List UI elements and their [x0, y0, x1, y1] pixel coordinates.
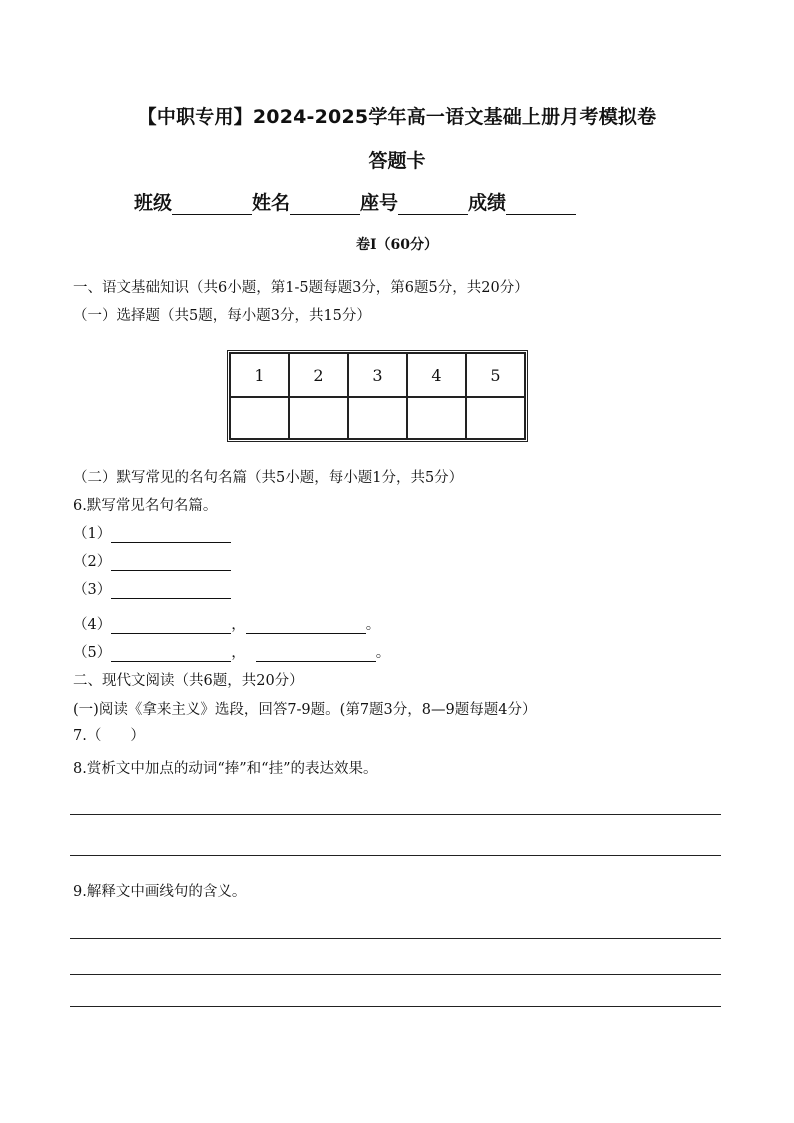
- answer-blank[interactable]: [111, 646, 231, 662]
- answer-blank[interactable]: [111, 555, 231, 571]
- period: 。: [375, 645, 391, 661]
- answer-blank[interactable]: [111, 618, 231, 634]
- choice-subheading: （一）选择题（共5题，每小题3分，共15分）: [73, 308, 371, 324]
- question-number: 4: [407, 353, 466, 397]
- answer-cell[interactable]: [407, 397, 466, 439]
- part2-heading: 二、现代文阅读（共6题，共20分）: [73, 673, 304, 689]
- dictation-item-3: [73, 578, 231, 599]
- answer-line[interactable]: [70, 974, 721, 975]
- question-number: 1: [230, 353, 289, 397]
- answer-cell[interactable]: [466, 397, 525, 439]
- table-row: [230, 397, 525, 439]
- comma: ，: [231, 617, 246, 633]
- reading-subheading: (一)阅读《拿来主义》选段，回答7-9题。(第7题3分，8—9题每题4分）: [73, 702, 537, 718]
- answer-cell[interactable]: [230, 397, 289, 439]
- item-number: （1）: [73, 526, 112, 542]
- answer-blank[interactable]: [111, 583, 231, 599]
- item-number: （4）: [73, 617, 112, 633]
- score-label: 成绩: [468, 192, 507, 214]
- answer-blank[interactable]: [246, 618, 366, 634]
- answer-cell[interactable]: [348, 397, 407, 439]
- class-blank[interactable]: [172, 194, 252, 215]
- answer-cell[interactable]: [289, 397, 348, 439]
- dictation-subheading: （二）默写常见的名句名篇（共5小题，每小题1分，共5分）: [73, 470, 464, 486]
- dictation-item-1: [73, 522, 231, 543]
- page-title: 【中职专用】2024-2025学年高一语文基础上册月考模拟卷: [137, 106, 657, 128]
- name-label: 姓名: [252, 192, 291, 214]
- dictation-item-4: [73, 613, 380, 634]
- answer-line[interactable]: [70, 938, 721, 939]
- period: 。: [365, 617, 381, 633]
- item-number: （3）: [73, 582, 112, 598]
- comma: ，: [231, 645, 246, 661]
- question-number: 2: [289, 353, 348, 397]
- section-heading: 卷Ⅰ（60分）: [355, 237, 439, 253]
- name-blank[interactable]: [290, 194, 360, 215]
- answer-card-subtitle: 答题卡: [368, 150, 426, 172]
- question-number: 3: [348, 353, 407, 397]
- question-7[interactable]: 7.（ ）: [73, 728, 145, 744]
- student-info-row: [134, 188, 576, 215]
- answer-line[interactable]: [70, 855, 721, 856]
- item-number: （2）: [73, 554, 112, 570]
- answer-line[interactable]: [70, 1006, 721, 1007]
- question-9: 9.解释文中画线句的含义。: [73, 884, 247, 900]
- question-6: 6.默写常见名句名篇。: [73, 498, 218, 514]
- answer-line[interactable]: [70, 814, 721, 815]
- seat-label: 座号: [360, 192, 399, 214]
- question-8: 8.赏析文中加点的动词“捧”和“挂”的表达效果。: [73, 761, 378, 777]
- answer-blank[interactable]: [256, 646, 376, 662]
- seat-blank[interactable]: [398, 194, 468, 215]
- item-number: （5）: [73, 645, 112, 661]
- choice-answer-table: [227, 350, 528, 442]
- answer-blank[interactable]: [111, 527, 231, 543]
- table-row: [230, 353, 525, 397]
- score-blank[interactable]: [506, 194, 576, 215]
- dictation-item-5: [73, 641, 390, 662]
- dictation-item-2: [73, 550, 231, 571]
- part1-heading: 一、语文基础知识（共6小题，第1-5题每题3分，第6题5分，共20分）: [73, 280, 529, 296]
- class-label: 班级: [134, 192, 173, 214]
- question-number: 5: [466, 353, 525, 397]
